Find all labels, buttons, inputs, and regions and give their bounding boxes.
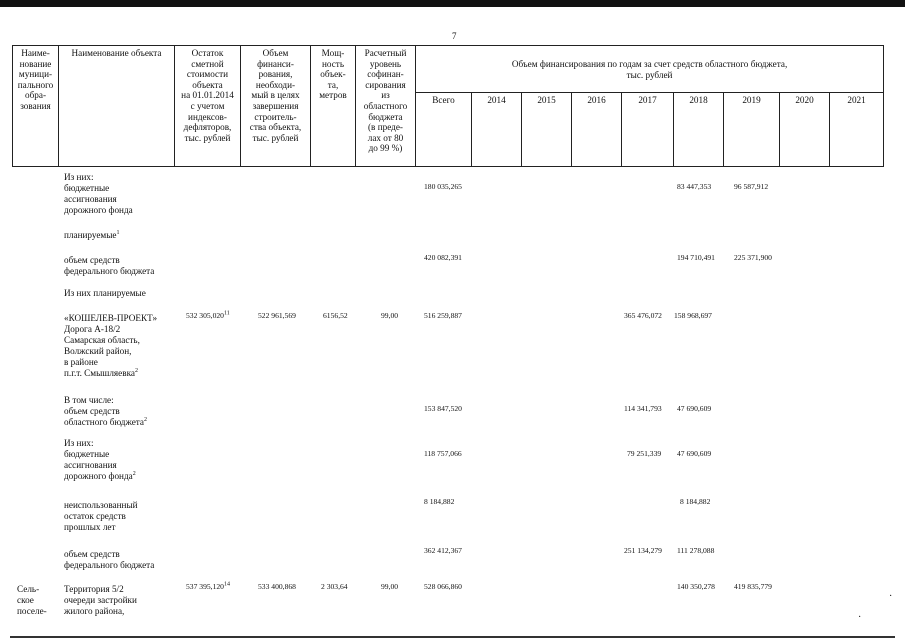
col-level-header: Расчетный уровень софинан- сирования из областного бюджета (в преде- лах от 80 до 99 %) <box>356 46 416 167</box>
row-0-total: 180 035,265 <box>424 182 462 191</box>
row-4-level: 99,00 <box>381 311 399 320</box>
year-header-2018: 2018 <box>674 93 724 167</box>
row-5-total: 153 847,520 <box>424 404 462 413</box>
row-4-remaining: 532 305,020$^{11}$ <box>186 310 230 320</box>
row-9-volume: 533 400,868 <box>258 582 296 591</box>
row-9-2018: 140 350,278 <box>677 582 715 591</box>
row-7-total: 8 184,882 <box>424 497 455 506</box>
row-2-label: объем средств федерального бюджета <box>64 255 155 276</box>
row-2-total: 420 082,391 <box>424 253 462 262</box>
row-4-capacity: 6156,52 <box>323 311 348 320</box>
header-table <box>12 45 884 167</box>
scan-speck: · <box>858 612 862 623</box>
page-number: 7 <box>452 31 457 41</box>
bottom-border <box>10 636 895 638</box>
year-header-2014: 2014 <box>472 93 522 167</box>
scan-speck: · <box>889 591 893 602</box>
row-9-capacity: 2 303,64 <box>321 582 348 591</box>
row-4-volume: 522 961,569 <box>258 311 296 320</box>
year-header-2020: 2020 <box>780 93 830 167</box>
row-9-label: Территория 5/2 очереди застройки жилого района, <box>64 584 137 616</box>
row-0-label: Из них: бюджетные ассигнования дорожного фонда <box>64 172 133 215</box>
row-2-2018: 194 710,491 <box>677 253 715 262</box>
row-5-2017: 114 341,793 <box>624 404 662 413</box>
year-header-2015: 2015 <box>522 93 572 167</box>
row-7-label: неиспользованный остаток средств прошлых лет <box>64 500 138 532</box>
row-5-label: В том числе: объем средств областного бюджета$^2$ <box>64 395 147 427</box>
top-border <box>0 0 905 7</box>
year-header-2017: 2017 <box>622 93 674 167</box>
row-8-2018: 111 278,088 <box>677 546 715 555</box>
row-8-2017: 251 134,279 <box>624 546 662 555</box>
row-6-label: Из них: бюджетные ассигнования дорожного фонда$^2$ <box>64 438 136 481</box>
col-municipality-header: Наиме- нование муници- пального обра- зования <box>13 46 59 167</box>
row-2-2019: 225 371,900 <box>734 253 772 262</box>
row-3-label: Из них планируемые <box>64 288 146 298</box>
col-remaining-header: Остаток сметной стоимости объекта на 01.01.2014 с учетом индексов- дефляторов, тыс. рублей <box>175 46 241 167</box>
row-8-total: 362 412,367 <box>424 546 462 555</box>
year-header-2021: 2021 <box>830 93 884 167</box>
row-9-level: 99,00 <box>381 582 399 591</box>
row-6-2017: 79 251,339 <box>627 449 662 458</box>
row-1-label: планируемые$^1$ <box>64 229 120 240</box>
row-8-label: объем средств федерального бюджета <box>64 549 155 570</box>
row-9-municipality: Сель- ское поселе- <box>17 584 47 616</box>
row-4-2017: 365 476,072 <box>624 311 662 320</box>
col-volume-header: Объем финанси- рования, необходи- мый в целях завершения строитель- ства объекта, тыс. рублей <box>241 46 311 167</box>
col-object-header: Наименование объекта <box>59 46 175 167</box>
year-header-2016: 2016 <box>572 93 622 167</box>
col-funding-header: Объем финансирования по годам за счет средств областного бюджета, тыс. рублей <box>416 46 884 93</box>
row-0-2019: 96 587,912 <box>734 182 769 191</box>
row-6-2018: 47 690,609 <box>677 449 712 458</box>
row-7-2018: 8 184,882 <box>680 497 711 506</box>
row-6-total: 118 757,066 <box>424 449 462 458</box>
row-4-label: «КОШЕЛЕВ-ПРОЕКТ» Дорога А-18/2 Самарская область, Волжский район, в районе п.г.т. Смышляевка$^2$ <box>64 313 158 378</box>
col-capacity-header: Мощ- ность объек- та, метров <box>311 46 356 167</box>
year-header-2019: 2019 <box>724 93 780 167</box>
row-4-total: 516 259,887 <box>424 311 462 320</box>
year-header-total: Всего <box>416 93 472 167</box>
row-0-2018: 83 447,353 <box>677 182 712 191</box>
row-4-2018: 158 968,697 <box>674 311 712 320</box>
row-5-2018: 47 690,609 <box>677 404 712 413</box>
row-9-2019: 419 835,779 <box>734 582 772 591</box>
row-9-remaining: 537 395,120$^{14}$ <box>186 581 230 591</box>
row-9-total: 528 066,860 <box>424 582 462 591</box>
